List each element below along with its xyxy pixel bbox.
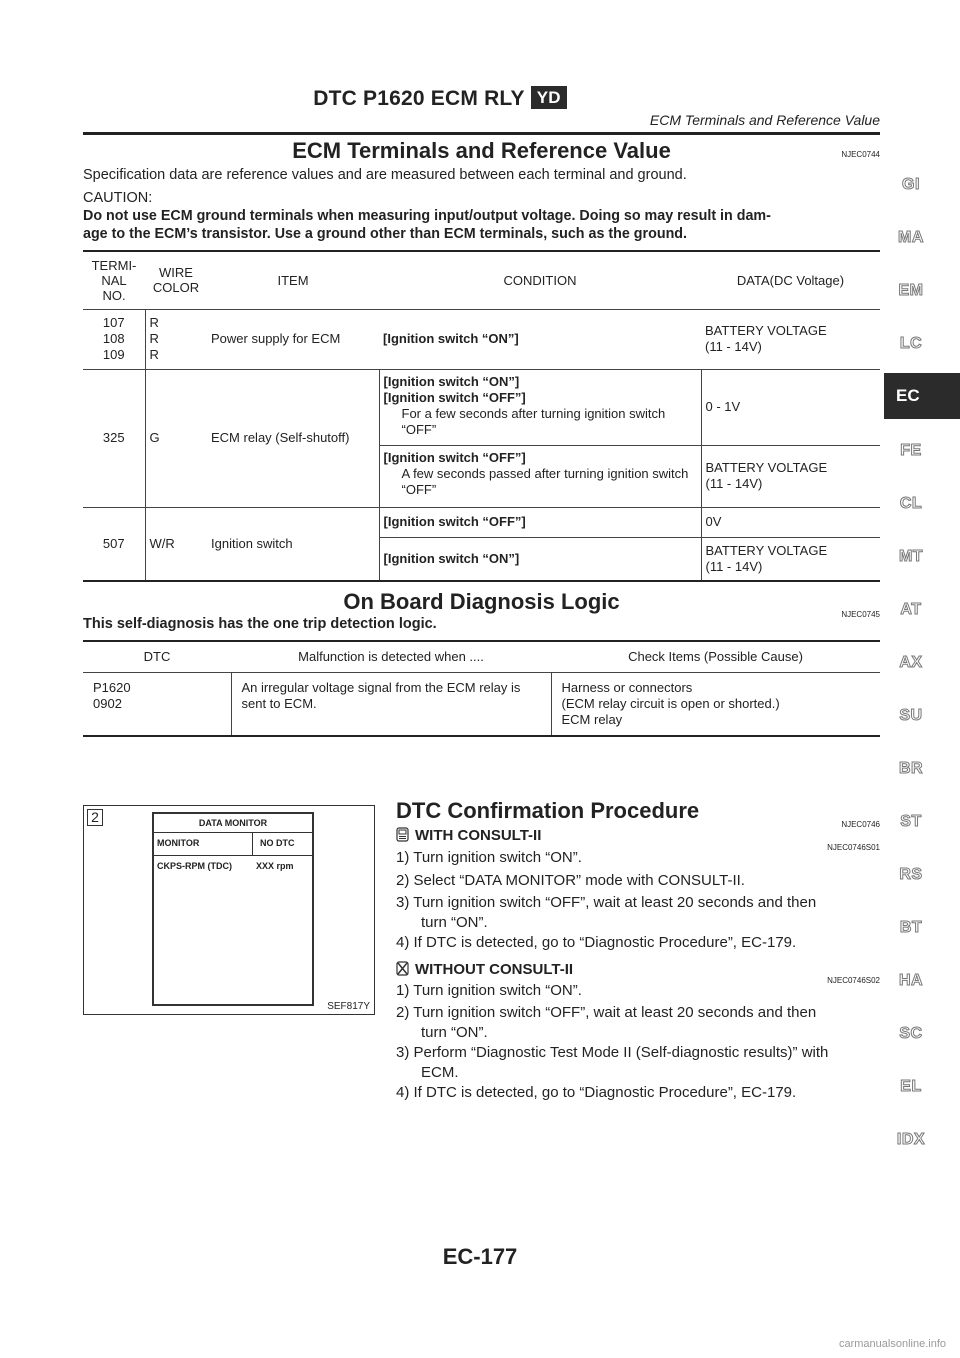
section2-title: On Board Diagnosis Logic <box>343 589 620 614</box>
figure-number: 2 <box>87 809 103 826</box>
cell-item: ECM relay (Self-shutoff) <box>207 369 379 507</box>
side-tab-fe[interactable]: FE <box>900 442 922 459</box>
figure-caption: SEF817Y <box>327 1001 370 1012</box>
section1-intro: Specification data are reference values and are measured between each terminal and ground. <box>83 167 687 183</box>
with-step-4: 4) If DTC is detected, go to “Diagnostic Procedure”, EC-179. <box>396 934 797 951</box>
header-check-items: Check Items (Possible Cause) <box>628 649 803 664</box>
header-condition: CONDITION <box>379 251 701 309</box>
screen-col-divider <box>252 833 253 855</box>
side-tab-el[interactable]: EL <box>900 1078 922 1095</box>
side-tab-su[interactable]: SU <box>899 707 923 724</box>
without-step-4: 4) If DTC is detected, go to “Diagnostic Procedure”, EC-179. <box>396 1084 797 1101</box>
header-dtc: DTC <box>143 649 171 664</box>
without-step-1: 1) Turn ignition switch “ON”. <box>396 982 582 999</box>
side-tab-st[interactable]: ST <box>900 813 922 830</box>
section1-title: ECM Terminals and Reference Value <box>292 138 671 163</box>
side-tab-bt[interactable]: BT <box>899 919 923 936</box>
without-consult-heading <box>396 961 573 978</box>
header-subtitle: ECM Terminals and Reference Value <box>649 112 880 128</box>
header-data: DATA(DC Voltage) <box>701 251 880 309</box>
cell-check-items: Harness or connectors (ECM relay circuit is open or shorted.) ECM relay <box>561 680 780 727</box>
section2-ref: NJEC0745 <box>841 610 880 619</box>
with-consult-ref: NJEC0746S01 <box>827 843 880 852</box>
header-title-text: DTC P1620 ECM RLY <box>313 87 525 110</box>
cell-condition: [Ignition switch “OFF”] <box>379 507 701 537</box>
side-tab-lc[interactable]: LC <box>899 335 923 352</box>
header-rule <box>83 132 880 135</box>
consult-screen-figure <box>83 805 375 1015</box>
cell-data: BATTERY VOLTAGE (11 - 14V) <box>705 460 828 491</box>
cell-wire-color: W/R <box>145 507 207 581</box>
cell-condition: [Ignition switch “ON”] [Ignition switch “OFF”] For a few seconds after turning ignition switch “OFF” <box>379 369 701 445</box>
without-consult-title: WITHOUT CONSULT-II <box>415 961 574 978</box>
section2-intro: This self-diagnosis has the one trip detection logic. <box>83 616 437 632</box>
screen-row-value: XXX rpm <box>256 861 294 871</box>
side-tab-cl[interactable]: CL <box>899 495 923 512</box>
caution-line-2: age to the ECM’s transistor. Use a ground other than ECM terminals, such as the ground. <box>83 226 688 242</box>
table-row <box>83 673 880 737</box>
cell-condition: [Ignition switch “ON”] <box>383 331 519 346</box>
cell-dtc: P1620 0902 <box>83 673 231 737</box>
screen-divider <box>154 855 312 856</box>
screen-row-label: CKPS-RPM (TDC) <box>157 861 232 871</box>
page-header-title <box>0 86 880 111</box>
screen-title: DATA MONITOR <box>198 818 268 828</box>
cell-terminal: 507 <box>83 507 145 581</box>
section3-title: DTC Confirmation Procedure <box>396 798 700 823</box>
without-step-2: 2) Turn ignition switch “OFF”, wait at least 20 seconds and then turn “ON”. <box>396 1004 817 1041</box>
side-tab-em[interactable]: EM <box>898 282 924 299</box>
without-consult-ref: NJEC0746S02 <box>827 976 880 985</box>
page-number: EC-177 <box>442 1244 518 1269</box>
side-tab-sc[interactable]: SC <box>899 1025 923 1042</box>
cell-wire-color: R R R <box>149 315 159 362</box>
table-row <box>83 369 880 445</box>
screen-col-status: NO DTC <box>260 838 295 848</box>
with-step-1: 1) Turn ignition switch “ON”. <box>396 849 582 866</box>
cell-condition: [Ignition switch “OFF”] A few seconds passed after turning ignition switch “OFF” <box>379 445 701 507</box>
terminal-reference-table <box>83 250 880 582</box>
cell-terminal: 107 108 109 <box>83 309 145 369</box>
side-tab-mt[interactable]: MT <box>898 548 924 565</box>
header-malfunction: Malfunction is detected when .... <box>298 649 484 664</box>
cell-data: BATTERY VOLTAGE (11 - 14V) <box>705 323 827 354</box>
engine-badge: YD <box>531 86 567 109</box>
side-tab-ma[interactable]: MA <box>898 229 924 246</box>
cell-wire-color: G <box>149 430 160 445</box>
side-tab-ec-active[interactable]: EC <box>884 373 960 419</box>
cell-malfunction: An irregular voltage signal from the ECM relay is sent to ECM. <box>231 673 551 737</box>
section3-ref: NJEC0746 <box>841 820 880 829</box>
diagnosis-logic-table <box>83 640 880 737</box>
side-tab-gi[interactable]: GI <box>902 176 920 193</box>
table-row <box>83 507 880 537</box>
watermark: carmanualsonline.info <box>838 1338 946 1350</box>
no-tool-icon <box>396 961 409 976</box>
cell-condition: [Ignition switch “ON”] <box>379 537 701 581</box>
with-step-3: 3) Turn ignition switch “OFF”, wait at least 20 seconds and then turn “ON”. <box>396 894 817 931</box>
header-wire-color: WIRE COLOR <box>145 251 207 309</box>
cell-item: Ignition switch <box>207 507 379 581</box>
side-tab-br[interactable]: BR <box>898 760 924 777</box>
side-tab-ax[interactable]: AX <box>899 654 923 671</box>
header-item: ITEM <box>207 251 379 309</box>
data-monitor-screen <box>152 812 314 1006</box>
cell-data: 0V <box>705 514 722 529</box>
without-step-3: 3) Perform “Diagnostic Test Mode II (Self-diagnostic results)” with ECM. <box>396 1044 829 1081</box>
cell-data: 0 - 1V <box>705 399 741 414</box>
cell-terminal: 325 <box>83 369 145 507</box>
side-tab-ha[interactable]: HA <box>898 972 924 989</box>
consult-tool-icon <box>396 827 409 842</box>
caution-label: CAUTION: <box>83 190 153 206</box>
side-tab-idx[interactable]: IDX <box>896 1131 926 1148</box>
with-consult-heading <box>396 827 541 844</box>
screen-col-monitor: MONITOR <box>157 838 200 848</box>
cell-data: BATTERY VOLTAGE (11 - 14V) <box>705 542 828 574</box>
with-step-2: 2) Select “DATA MONITOR” mode with CONSULT-II. <box>396 872 745 889</box>
screen-divider <box>154 832 312 833</box>
table-row <box>83 309 880 369</box>
caution-line-1: Do not use ECM ground terminals when measuring input/output voltage. Doing so may result in dam- <box>83 208 771 224</box>
cell-item: Power supply for ECM <box>211 331 341 346</box>
section1-ref: NJEC0744 <box>841 150 880 159</box>
header-terminal: TERMI- NAL NO. <box>83 251 145 309</box>
side-tab-rs[interactable]: RS <box>899 866 923 883</box>
side-tab-at[interactable]: AT <box>900 601 922 618</box>
with-consult-title: WITH CONSULT-II <box>415 827 542 844</box>
